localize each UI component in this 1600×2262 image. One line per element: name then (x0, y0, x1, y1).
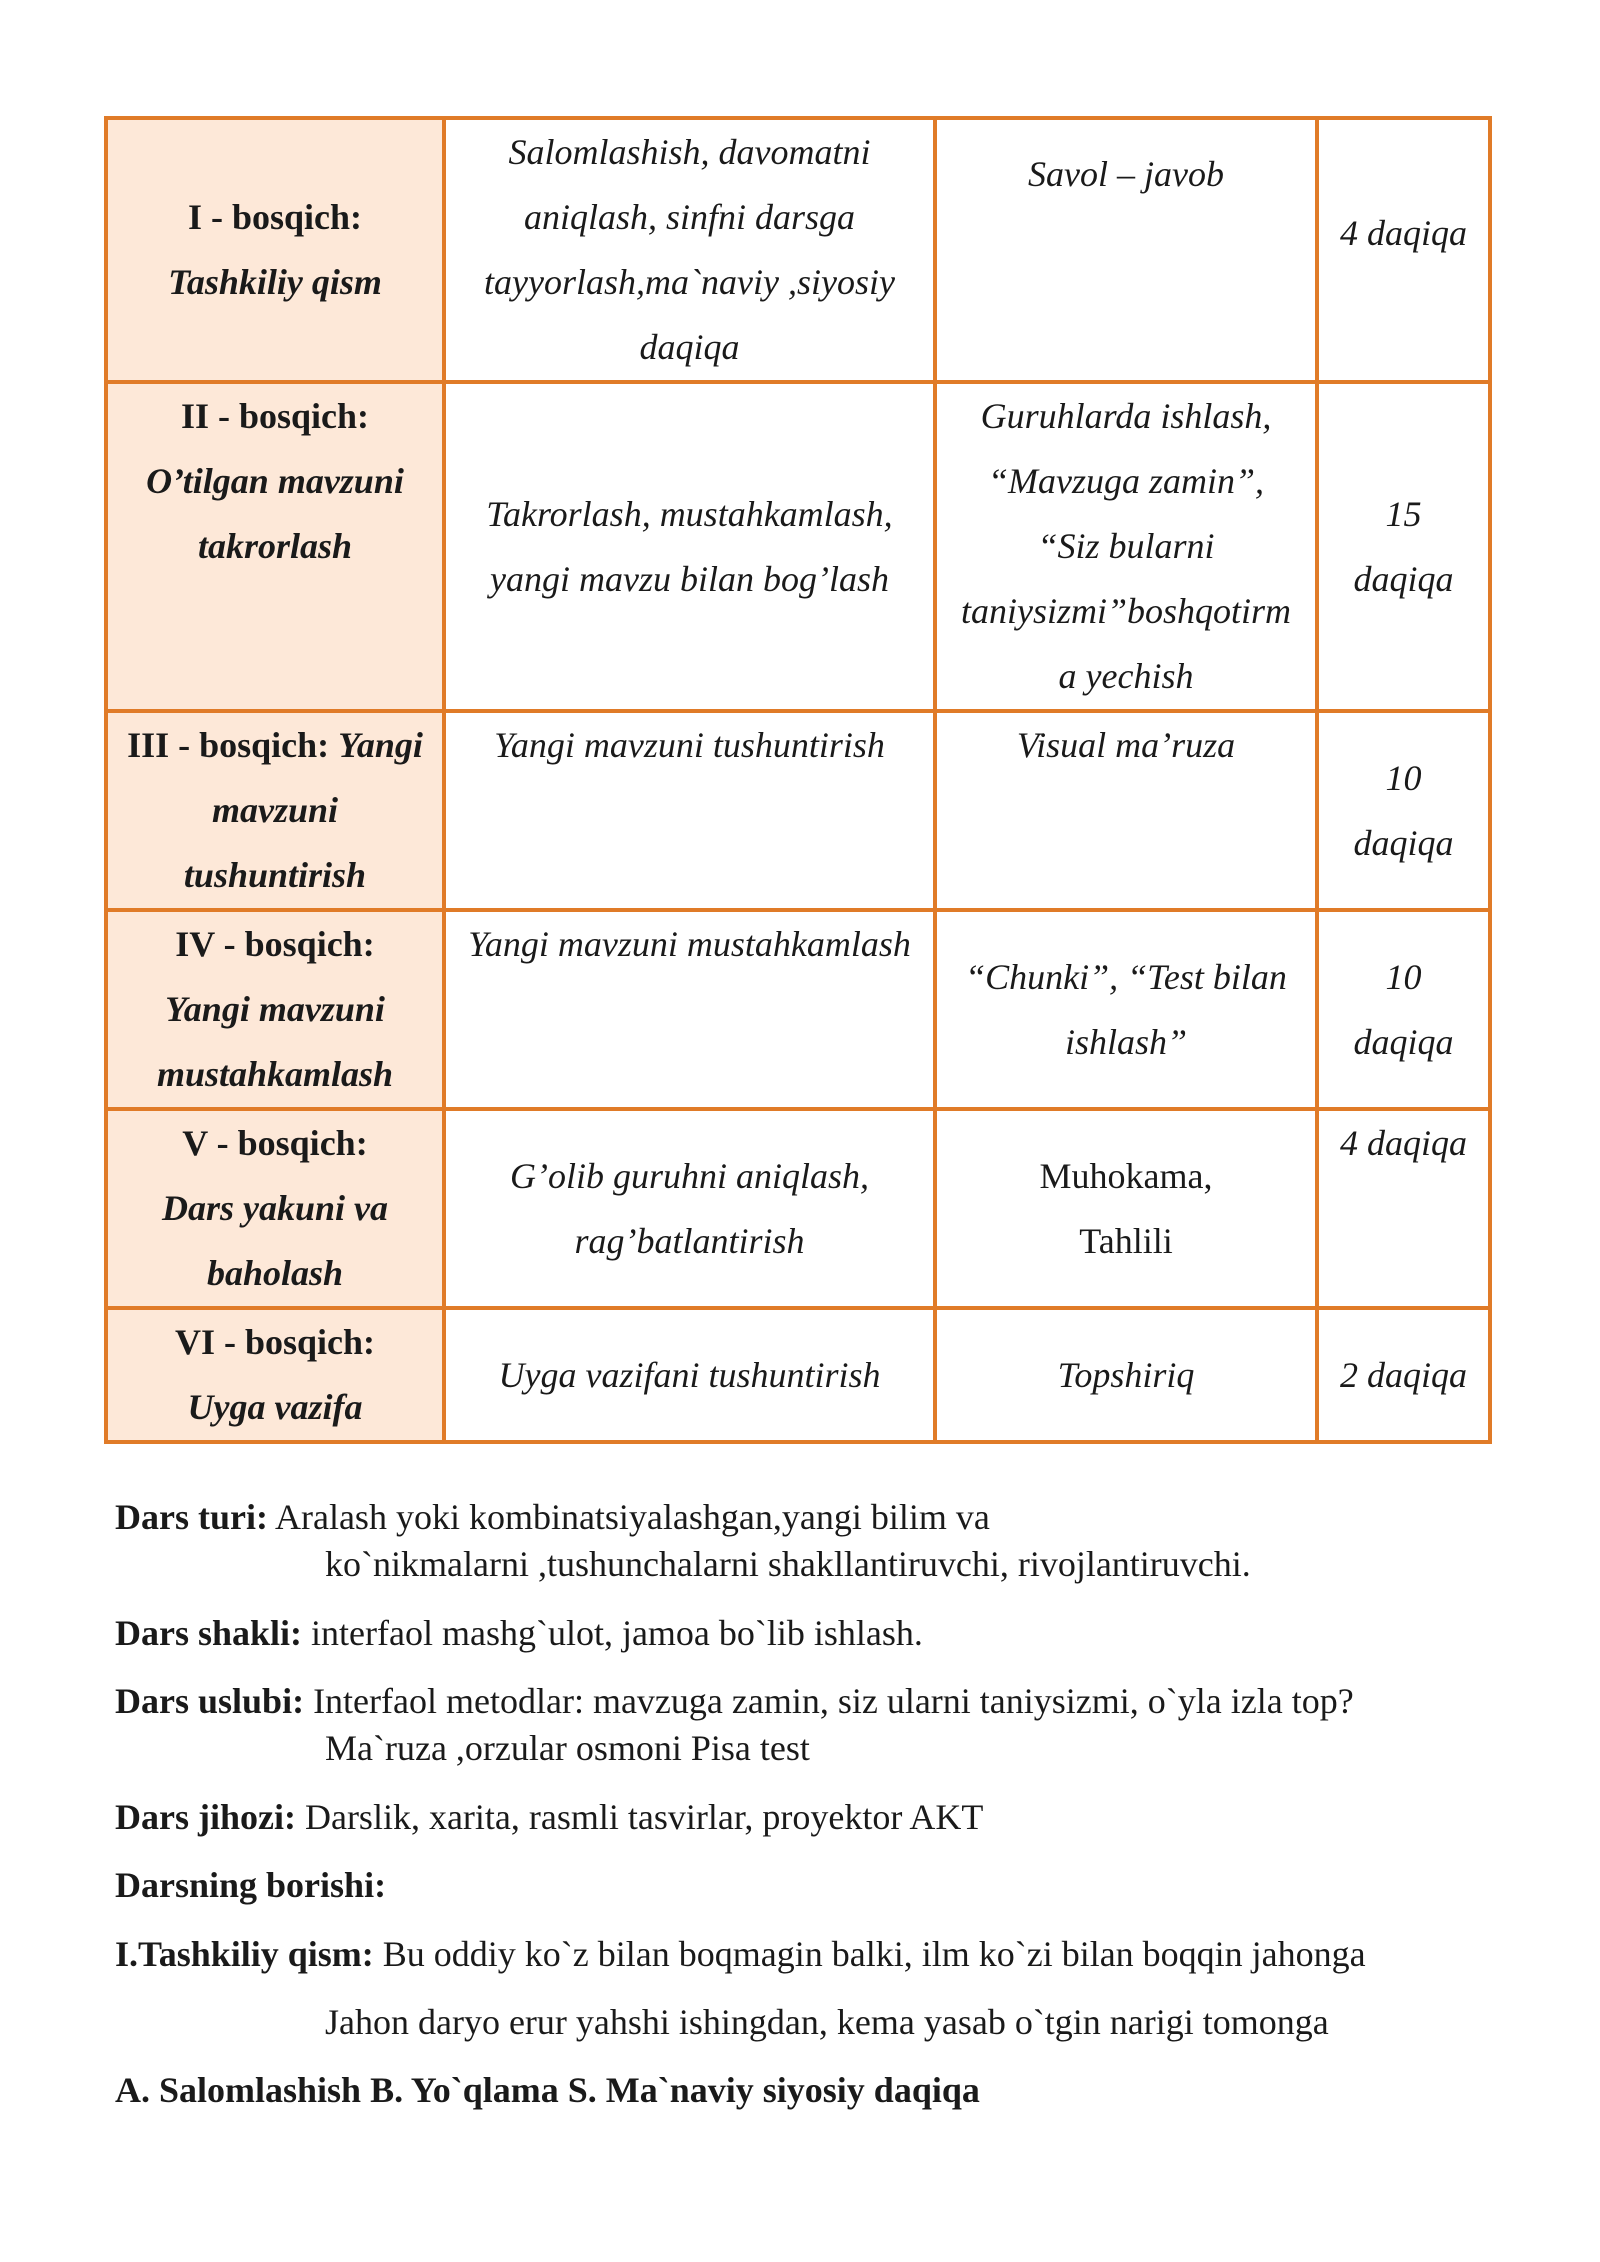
cell-line: Guruhlarda ishlash, (980, 396, 1272, 436)
field-value: Aralash yoki kombinatsiyalashgan,yangi bilim va (267, 1497, 990, 1537)
table-row (106, 118, 1490, 382)
dars-uslubi-line (115, 1680, 1354, 1722)
cell-line: 10 (1385, 757, 1422, 798)
method-cell (935, 382, 1317, 711)
cell-line: “Chunki”, “Test bilan (965, 956, 1287, 997)
table-row (106, 910, 1490, 1109)
stage-cell (106, 1109, 444, 1308)
stage-title: V - bosqich: (182, 1123, 368, 1163)
time-cell (1317, 118, 1490, 382)
table-row (106, 1109, 1490, 1308)
cell-line: Salomlashish, davomatni (508, 132, 871, 172)
stage-name: tushuntirish (183, 855, 367, 895)
field-label: Dars turi: (115, 1497, 268, 1537)
dars-turi-continuation: ko`nikmalarni ,tushunchalarni shakllantiruvchi, rivojlantiruvchi. (325, 1544, 1251, 1584)
stage-cell (106, 711, 444, 910)
time-cell (1317, 382, 1490, 711)
content-cell (444, 118, 935, 382)
stage-title: VI - bosqich: (174, 1322, 376, 1362)
cell-line: aniqlash, sinfni darsga (523, 197, 856, 237)
field-label: Darsning borishi: (115, 1865, 387, 1905)
content-cell (444, 1109, 935, 1308)
table-row (106, 382, 1490, 711)
dars-uslubi-continuation: Ma`ruza ,orzular osmoni Pisa test (325, 1728, 810, 1768)
cell-line: 15 (1385, 493, 1422, 534)
stage-name: O’tilgan mavzuni (146, 461, 404, 501)
stage-name: takrorlash (197, 526, 353, 566)
field-value: Interfaol metodlar: mavzuga zamin, siz ularni taniysizmi, o`yla izla top? (304, 1681, 1354, 1721)
cell-line: ishlash” (1064, 1021, 1188, 1062)
dars-jihozi-line (115, 1796, 983, 1838)
steps-line: A. Salomlashish B. Yo`qlama S. Ma`naviy siyosiy daqiqa (115, 2070, 980, 2110)
time-cell (1317, 711, 1490, 910)
dars-shakli-line (115, 1612, 923, 1654)
cell-line: “Mavzuga zamin”, (987, 461, 1265, 501)
table-row (106, 1308, 1490, 1442)
cell-line: 4 daqiqa (1339, 1123, 1467, 1163)
darsning-borishi-heading (115, 1864, 386, 1906)
cell-line: Muhokama, (1039, 1155, 1213, 1196)
stage-cell (106, 118, 444, 382)
cell-line: Yangi mavzuni mustahkamlash (468, 924, 911, 964)
time-cell (1317, 1109, 1490, 1308)
method-cell (935, 910, 1317, 1109)
cell-line: Yangi mavzuni tushuntirish (494, 725, 885, 765)
stage-name: Yangi (338, 725, 423, 765)
cell-line: tayyorlash,ma`naviy ,siyosiy (484, 262, 895, 302)
content-cell (444, 711, 935, 910)
cell-line: taniysizmi”boshqotirm (960, 591, 1292, 631)
table-row (106, 711, 1490, 910)
method-cell (935, 118, 1317, 382)
time-cell (1317, 1308, 1490, 1442)
stage-title: II - bosqich: (180, 396, 370, 436)
cell-line: G’olib guruhni aniqlash, (509, 1155, 869, 1196)
stage-name: Uyga vazifa (187, 1387, 363, 1427)
lesson-plan-table (104, 116, 1492, 1444)
cell-line: 10 (1385, 956, 1422, 997)
cell-line: yangi mavzu bilan bog’lash (490, 558, 889, 599)
content-cell (444, 1308, 935, 1442)
cell-line: daqiqa (1353, 822, 1454, 863)
field-value: Darslik, xarita, rasmli tasvirlar, proyektor AKT (295, 1797, 984, 1837)
field-label: Dars jihozi: (115, 1797, 296, 1837)
stage-name: mavzuni (211, 790, 339, 830)
stage-name: Dars yakuni va (161, 1188, 389, 1228)
stage-title: III - bosqich: (127, 725, 330, 765)
cell-line: Tahlili (1079, 1220, 1173, 1261)
cell-line: rag’batlantirish (574, 1220, 805, 1261)
stage-cell (106, 382, 444, 711)
cell-line: 4 daqiqa (1339, 212, 1467, 253)
cell-line: 2 daqiqa (1339, 1354, 1467, 1395)
cell-line: Topshiriq (1057, 1354, 1195, 1395)
stage-name: mustahkamlash (156, 1054, 394, 1094)
cell-line: daqiqa (1353, 558, 1454, 599)
method-cell (935, 1308, 1317, 1442)
stage-name: Yangi mavzuni (165, 989, 385, 1029)
stage-title: I - bosqich: (187, 197, 363, 237)
stage-name: baholash (206, 1253, 344, 1293)
tashkiliy-qism-line (115, 1933, 1366, 1975)
cell-line: Uyga vazifani tushuntirish (498, 1354, 881, 1395)
field-label: Dars uslubi: (115, 1681, 305, 1721)
cell-line: a yechish (1058, 656, 1194, 696)
cell-line: “Siz bularni (1037, 526, 1215, 566)
field-value: Bu oddiy ko`z bilan boqmagin balki, ilm ko`zi bilan boqqin jahonga (373, 1934, 1366, 1974)
method-cell (935, 711, 1317, 910)
field-label: I.Tashkiliy qism: (115, 1934, 374, 1974)
cell-line: daqiqa (639, 327, 740, 367)
stage-cell (106, 1308, 444, 1442)
cell-line: Savol – javob (1028, 154, 1224, 194)
cell-line: Visual ma’ruza (1016, 725, 1236, 765)
cell-line: daqiqa (1353, 1021, 1454, 1062)
stage-title: IV - bosqich: (175, 924, 375, 964)
method-cell (935, 1109, 1317, 1308)
content-cell (444, 382, 935, 711)
stage-name: Tashkiliy qism (168, 262, 382, 302)
tashkiliy-qism-continuation: Jahon daryo erur yahshi ishingdan, kema yasab o`tgin narigi tomonga (325, 2002, 1329, 2042)
time-cell (1317, 910, 1490, 1109)
dars-turi-line (115, 1496, 990, 1538)
field-label: Dars shakli: (115, 1613, 303, 1653)
content-cell (444, 910, 935, 1109)
cell-line: Takrorlash, mustahkamlash, (486, 493, 893, 534)
field-value: interfaol mashg`ulot, jamoa bo`lib ishlash. (302, 1613, 923, 1653)
stage-cell (106, 910, 444, 1109)
